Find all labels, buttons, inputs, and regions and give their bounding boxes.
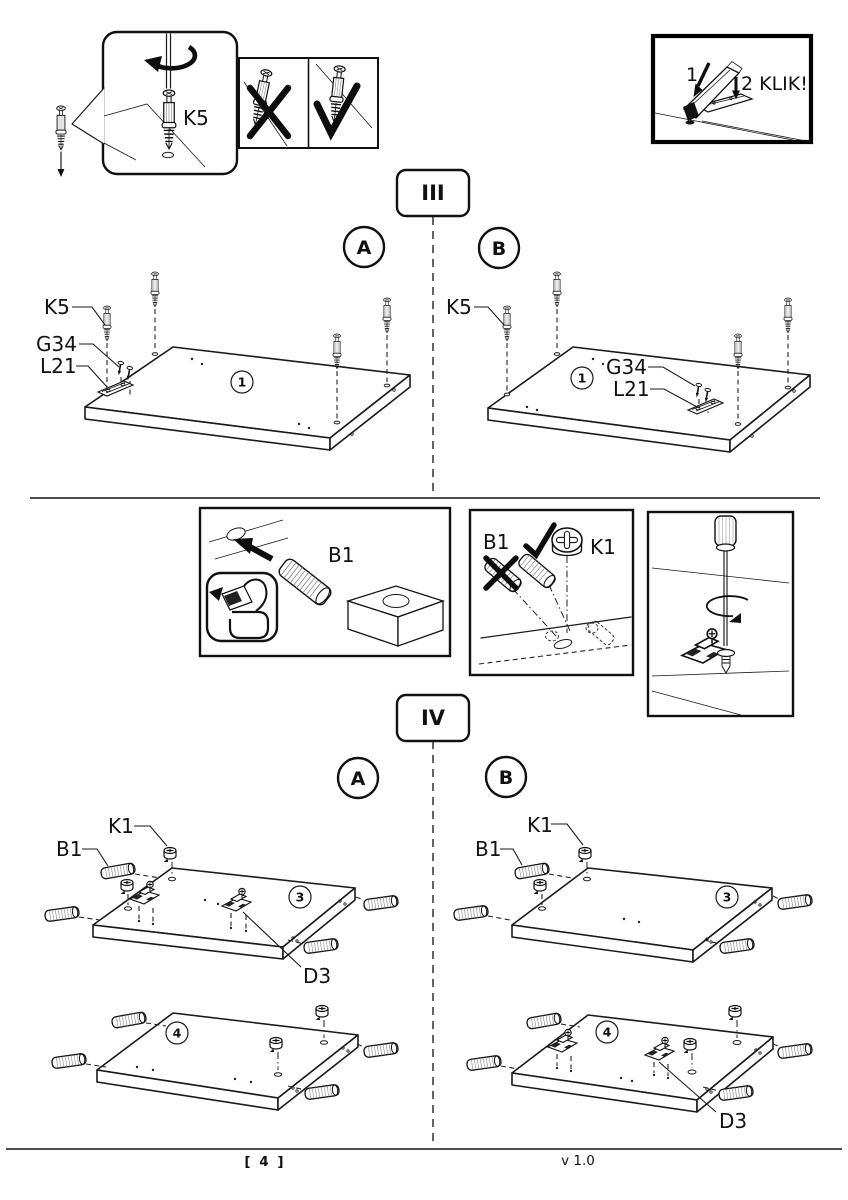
k1-cam [534, 880, 546, 895]
cam-tighten-box [648, 512, 793, 716]
part-label-k5: K5 [183, 106, 209, 130]
b1-dowel [277, 557, 333, 607]
step-4-variant-a-panel-3 [44, 814, 398, 988]
klik-step-1: 1 [686, 64, 699, 86]
b1-dowel [777, 1043, 812, 1059]
part-label-k5: K5 [446, 295, 472, 319]
klik-step-2: 2 KLIK! [741, 73, 808, 95]
dowel-insert-box [200, 508, 450, 656]
k1-cam [164, 848, 176, 863]
part-label-g34: G34 [36, 332, 77, 356]
check-icon [526, 525, 554, 555]
part-label-d3: D3 [303, 964, 332, 988]
panel-corner-block [348, 586, 443, 646]
part-label-d3: D3 [719, 1109, 748, 1133]
step-3-label: III [421, 181, 445, 205]
part-label-l21: L21 [613, 377, 650, 401]
part-label-b1: B1 [483, 530, 510, 554]
k5-screw [151, 272, 159, 307]
b1-dowel [514, 863, 549, 880]
k1-cam [579, 848, 591, 863]
panel-number: 3 [722, 889, 732, 905]
k1-cam [552, 528, 582, 556]
part-label-b1: B1 [328, 543, 355, 567]
screwdriver [715, 516, 736, 646]
dowel-ghost [586, 619, 615, 646]
cross-icon [250, 88, 288, 136]
panel-number: 4 [602, 1024, 612, 1040]
b1-dowel [363, 895, 398, 911]
step-4-variant-b-panel-4 [466, 1006, 812, 1134]
page-number: [ 4 ] [244, 1154, 286, 1170]
step-3-variant-a-drawing [36, 272, 410, 450]
step-4-label: IV [420, 706, 446, 730]
insert-arrow-icon [250, 547, 272, 559]
b1-dowel [303, 938, 338, 954]
cam-screw [718, 650, 735, 674]
b1-dowel [719, 938, 754, 954]
k1-cam [121, 880, 133, 895]
part-label-k1: K1 [108, 814, 134, 838]
k5-screw [553, 272, 561, 307]
part-label-g34: G34 [606, 355, 647, 379]
b1-dowel [777, 894, 812, 910]
variant-a-label: A [350, 768, 366, 790]
k5-screw [784, 298, 792, 333]
step-4-section [44, 695, 812, 1147]
panel-number: 1 [237, 374, 247, 390]
b1-dowel [526, 1013, 561, 1030]
k1-cam [729, 1006, 741, 1021]
page-footer [6, 1149, 842, 1170]
variant-b-label: B [498, 767, 514, 789]
b1-dowel [466, 1055, 501, 1071]
no-glue-icon [207, 573, 277, 641]
version-label: v 1.0 [561, 1153, 595, 1169]
screwdriver-shaft [167, 34, 171, 88]
step-4-variant-a-panel-4 [51, 1006, 398, 1111]
b1-dowel [44, 906, 79, 922]
k5-screw [383, 298, 391, 333]
variant-b-label: B [491, 238, 507, 260]
part-label-k1: K1 [590, 535, 616, 559]
k5-screw [333, 334, 341, 369]
k5-screw [503, 306, 511, 341]
klik-instruction-box [653, 36, 811, 142]
bracket [682, 629, 726, 663]
b1-dowel [453, 905, 488, 921]
k1-cam [316, 1006, 328, 1021]
b1-dowel [100, 863, 135, 880]
part-label-b1: B1 [475, 837, 502, 861]
b1-dowel [363, 1042, 398, 1058]
variant-a-label: A [356, 237, 372, 259]
press-arrow-icon [698, 63, 709, 86]
b1-dowel [51, 1053, 86, 1069]
step-3-variant-b-drawing [446, 272, 810, 452]
panel-number: 4 [172, 1025, 182, 1041]
k5-screw [734, 334, 742, 369]
b1-dowel [304, 1084, 339, 1100]
part-label-l21: L21 [40, 354, 77, 378]
panel-number: 3 [295, 889, 305, 905]
cam-dowel-box [470, 510, 633, 675]
do-dont-box [239, 58, 378, 148]
g34-screw [116, 361, 124, 376]
part-label-b1: B1 [56, 837, 83, 861]
panel-number: 1 [577, 370, 587, 386]
b1-dowel [111, 1012, 146, 1029]
k5-detail-illustration [56, 32, 237, 177]
step-3-section [36, 170, 810, 497]
part-label-k1: K1 [527, 813, 553, 837]
step-4-variant-b-panel-3 [453, 813, 812, 962]
part-label-k5: K5 [44, 295, 70, 319]
